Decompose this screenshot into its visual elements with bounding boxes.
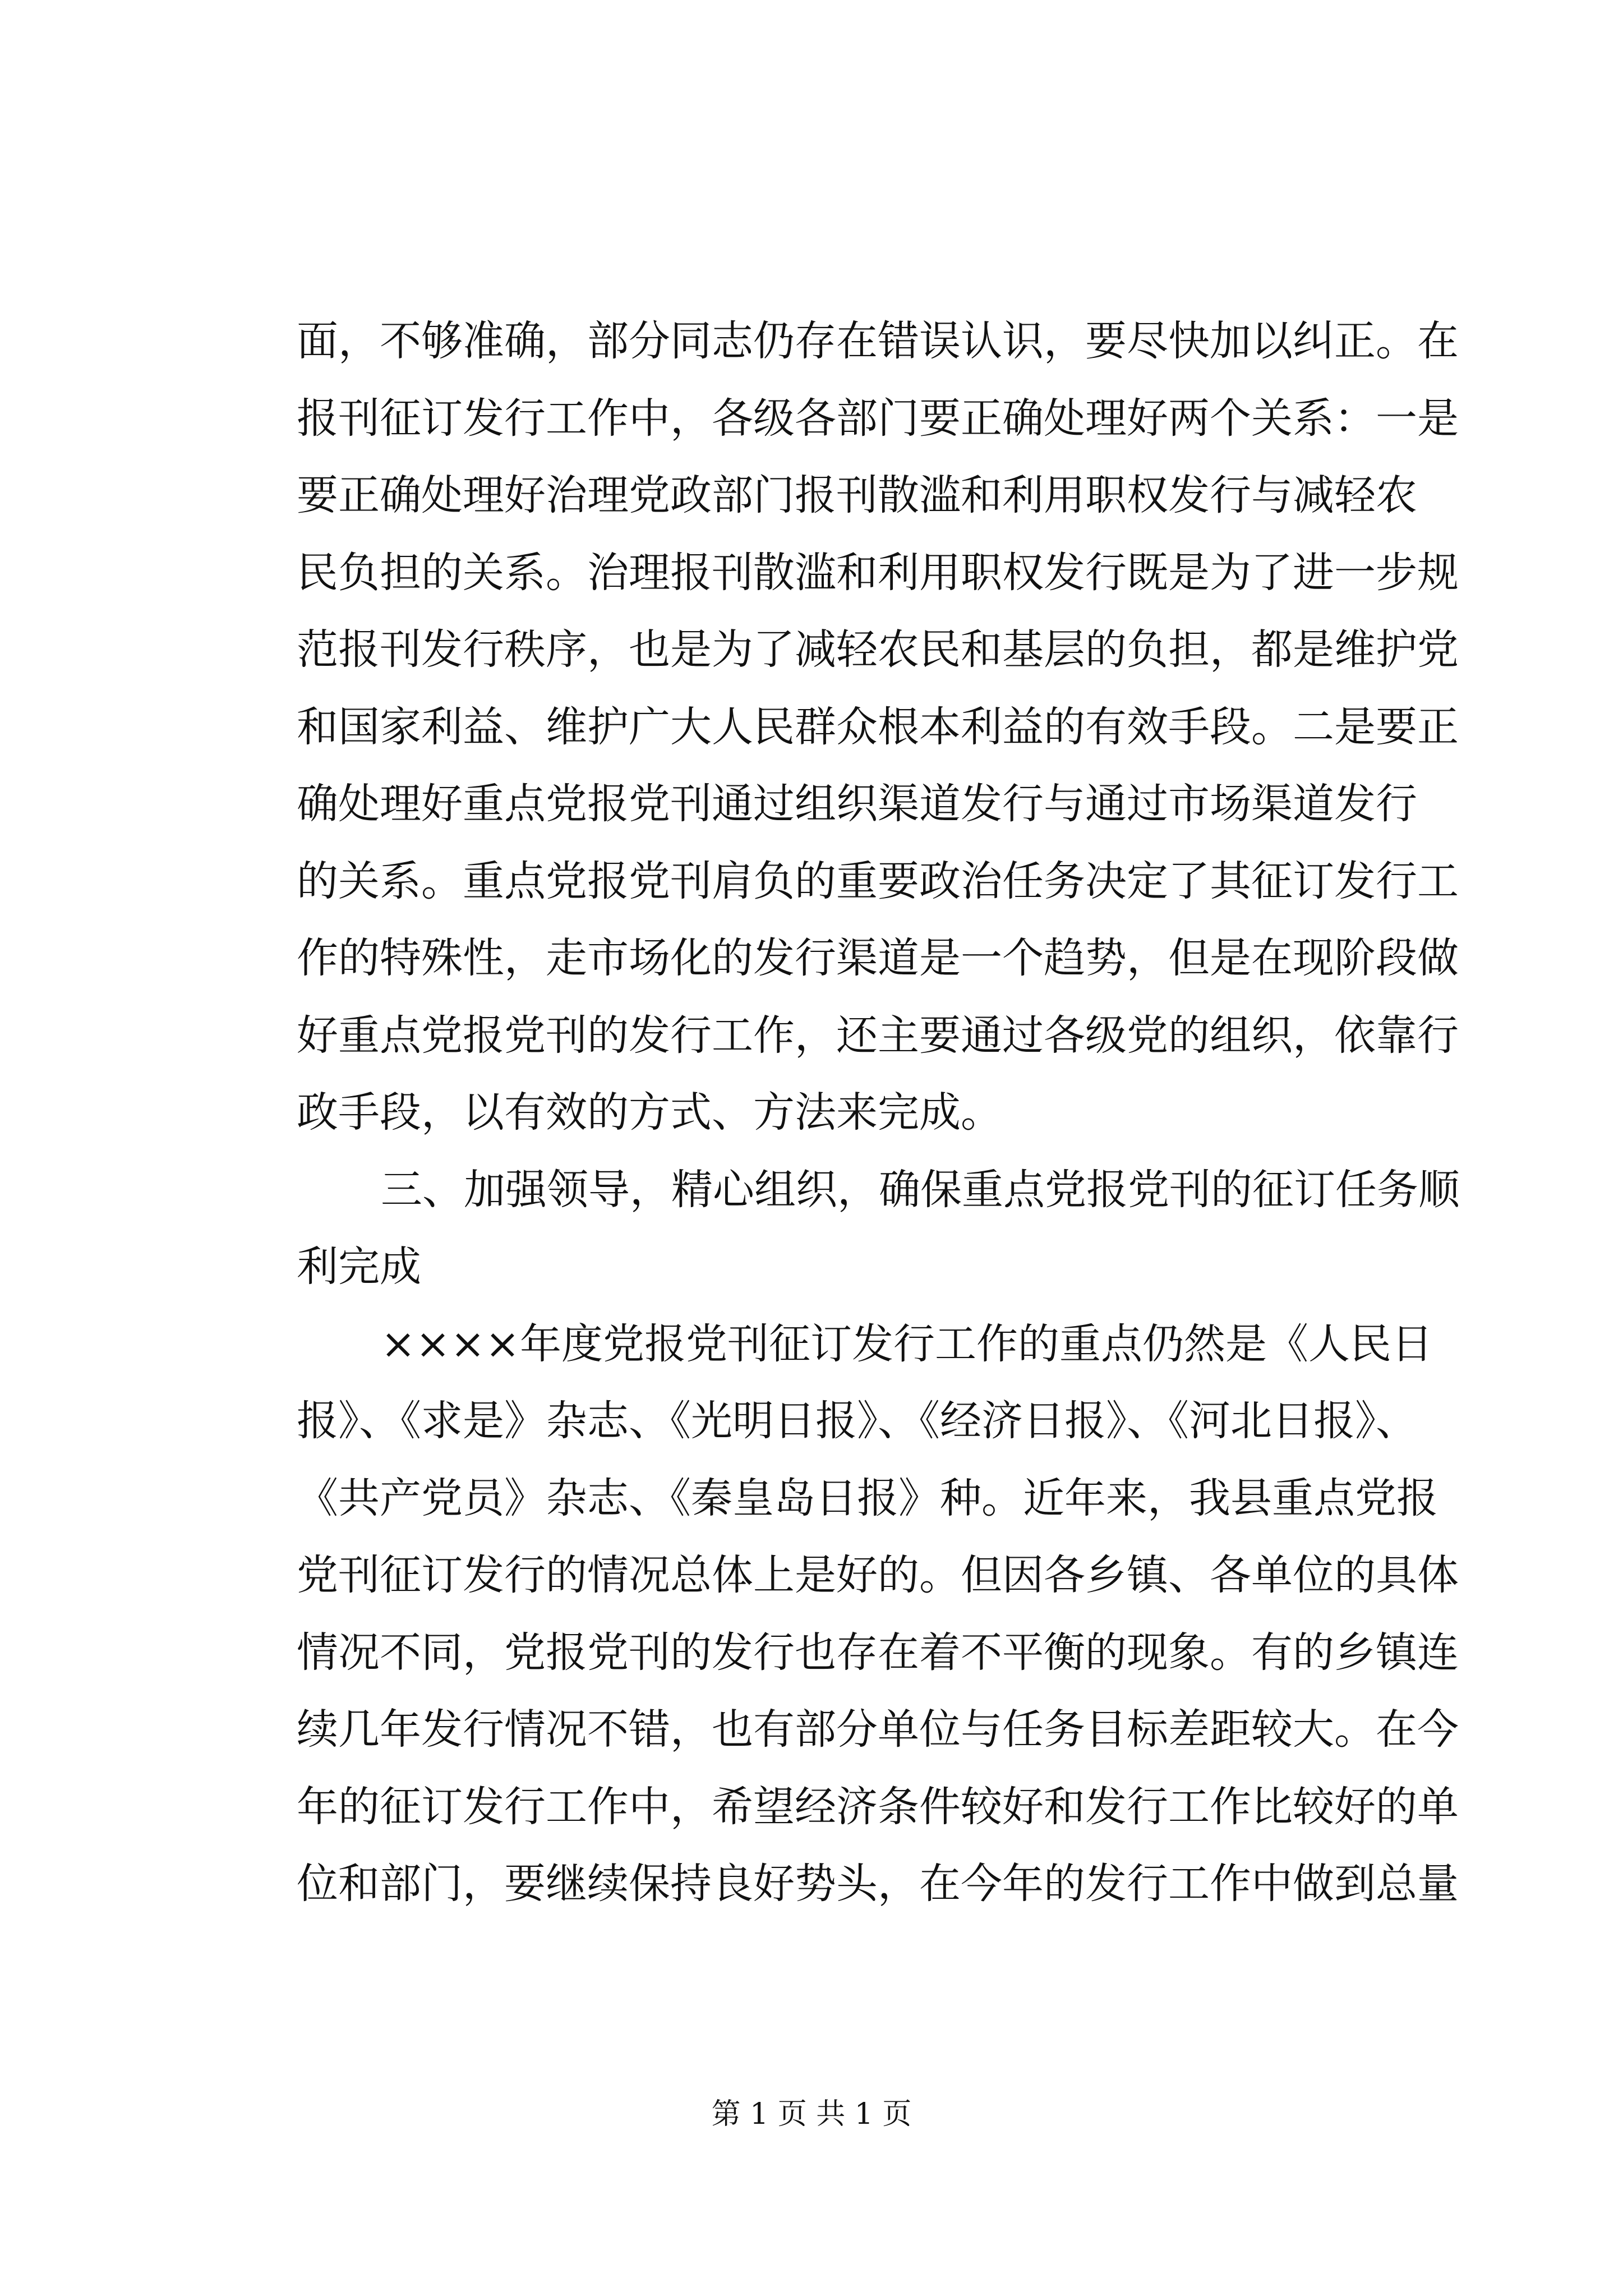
text-line: ××××年度党报党刊征订发行工作的重点仍然是《人民日	[381, 1319, 1433, 1368]
text-line: 好重点党报党刊的发行工作，还主要通过各级党的组织，依靠行	[297, 1011, 1459, 1060]
text-line: 范报刊发行秩序，也是为了减轻农民和基层的负担，都是维护党	[297, 625, 1459, 674]
text-line: 民负担的关系。治理报刊散滥和利用职权发行既是为了进一步规	[297, 548, 1459, 597]
text-line: 情况不同，党报党刊的发行也存在着不平衡的现象。有的乡镇连	[297, 1628, 1459, 1677]
text-line: 的关系。重点党报党刊肩负的重要政治任务决定了其征订发行工	[297, 857, 1459, 905]
text-line: 报》、《求是》杂志、《光明日报》、《经济日报》、《河北日报》、	[297, 1397, 1417, 1445]
text-line: 作的特殊性，走市场化的发行渠道是一个趋势，但是在现阶段做	[297, 934, 1459, 982]
text-line: 和国家利益、维护广大人民群众根本利益的有效手段。二是要正	[297, 702, 1459, 751]
text-line: 确处理好重点党报党刊通过组织渠道发行与通过市场渠道发行	[297, 780, 1417, 828]
text-line: 政手段，以有效的方式、方法来完成。	[297, 1088, 1002, 1137]
text-line: 《共产党员》杂志、《秦皇岛日报》种。近年来，我县重点党报	[297, 1474, 1438, 1522]
document-body	[297, 303, 1460, 1923]
page-number-footer: 第 1 页 共 1 页	[711, 2097, 912, 2131]
text-line: 要正确处理好治理党政部门报刊散滥和利用职权发行与减轻农	[297, 471, 1417, 519]
text-line: 续几年发行情况不错，也有部分单位与任务目标差距较大。在今	[297, 1705, 1459, 1754]
text-line: 位和部门，要继续保持良好势头，在今年的发行工作中做到总量	[297, 1860, 1459, 1908]
text-line: 面，不够准确，部分同志仍存在错误认识，要尽快加以纠正。在	[297, 317, 1459, 365]
section-heading-line: 三、加强领导，精心组织，确保重点党报党刊的征订任务顺	[381, 1165, 1460, 1214]
text-line: 年的征订发行工作中，希望经济条件较好和发行工作比较好的单	[297, 1782, 1459, 1831]
section-heading-line: 利完成	[297, 1243, 421, 1291]
text-line: 报刊征订发行工作中，各级各部门要正确处理好两个关系：一是	[297, 394, 1459, 443]
text-line: 党刊征订发行的情况总体上是好的。但因各乡镇、各单位的具体	[297, 1551, 1459, 1599]
